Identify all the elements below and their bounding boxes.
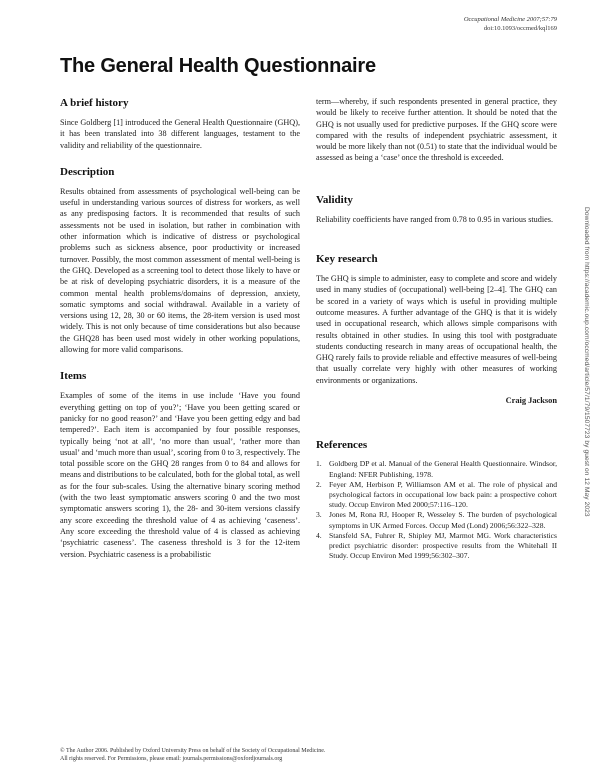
history-heading: A brief history (60, 97, 129, 109)
copyright-footer (60, 747, 325, 763)
key-research-heading: Key research (316, 253, 378, 266)
reference-item (316, 480, 557, 511)
reference-text: Stansfeld SA, Fuhrer R, Shipley MJ, Marmot MG. Work characteristics predict psychiatric disorder: prospective results from the Whitehall II Study. Occup Environ Med 1999;56:302–307. (329, 530, 557, 561)
section-key-research (316, 252, 557, 406)
history-text: Since Goldberg [1] introduced the General Health Questionnaire (GHQ), it has been translated into 38 different languages, testament to the validity and reliability of the questionnaire. (60, 118, 300, 150)
continuation-block (316, 96, 557, 164)
reference-item (316, 531, 557, 562)
section-references (316, 438, 557, 561)
reference-list (316, 459, 557, 561)
items-text: Examples of some of the items in use include ‘Have you found everything getting on top of you?’; ‘Have you been getting scared or panicky for no good reason?’ and ‘Have you been getting edgy and bad tempered?’. Each item is accompanied by four possible responses, typically being ‘not at all’, ‘no more than usual’, ‘rather more than usual’ and ‘much more than usual’, scoring from 0 to 3, respectively. The total possible score on the GHQ 28 ranges from 0 to 84 and allows for means and distributions to be calculated, both for the global total, as well as for the four sub-scales. Using the alternative binary scoring method (with the two least symptomatic answers scoring 0 and the two most symptomatic answers scoring 1), the 28- and 30-item versions classify any score exceeding the threshold value of 4 as achieving ‘caseness’. Any score exceeding the threshold value of 4 is classed as achieving ‘psychiatric caseness’. The caseness threshold is 3 for the 12-item version. Psychiatric caseness is a probabilistic (60, 391, 300, 559)
right-column (316, 96, 557, 575)
section-history (60, 96, 300, 151)
section-description (60, 165, 300, 355)
reference-number: 4. (316, 530, 322, 540)
reference-number: 1. (316, 459, 322, 469)
article-title: The General Health Questionnaire (60, 55, 376, 77)
journal-header (464, 15, 557, 33)
copyright-line: © The Author 2006. Published by Oxford University Press on behalf of the Society of Occupational Medicine. (60, 748, 326, 754)
left-column (60, 96, 300, 574)
reference-number: 3. (316, 510, 322, 520)
description-text: Results obtained from assessments of psychological well-being can be useful in understanding various sources of distress for workers, as well as any predisposing factors. It is recommended that results of such assessments not be used in isolation, but rather in combination with other information which is indicative of distress or psychological problems such as sickness absence, poor productivity or increased turnover. Possibly, the most common assessment of mental well-being is the GHQ. Developed as a screening tool to detect those likely to have or be at risk of developing psychiatric disorders, it is a measure of the common mental health problems/domains of depression, anxiety, somatic symptoms and social withdrawal. Available in a variety of versions using 12, 28, 30 or 60 items, the 28-item version is used most widely. This is not only because of time considerations but also because the GHQ28 has been used most widely in other working populations, allowing for more valid comparisons. (60, 186, 300, 355)
reference-text: Feyer AM, Herbison P, Williamson AM et al. The role of physical and psychological factors in occupational low back pain: a prospective cohort study. Occup Environ Med 2000;57:116–120. (329, 479, 557, 510)
section-validity (316, 193, 557, 225)
reference-text: Jones M, Rona RJ, Hooper R, Wesseley S. The burden of psychological symptoms in UK Armed Forces. Occup Med (Lond) 2006;56:322–328. (329, 510, 557, 530)
journal-citation: Occupational Medicine 2007;57:79 (463, 16, 557, 23)
key-research-text: The GHQ is simple to administer, easy to complete and score and widely used in many studies of (occupational) well-being [2–4]. The GHQ can be scored in a variety of ways which is useful in providing multiple outcome measures. A further advantage of the GHQ is that it is widely used in occupational research, which allows simple comparisons with results obtained in other studies. In using this tool with postgraduate students conducting research in many areas of occupational health, the GHQ rarely fails to provide reliable and effective measures of well-being that usually correlate very highly with other measures of working environments or organizations. (316, 274, 557, 385)
description-heading: Description (60, 165, 115, 178)
reference-item (316, 510, 557, 530)
permissions-line: All rights reserved. For Permissions, please email: journals.permissions@oxfordjournals.org (60, 756, 283, 762)
doi: doi:10.1093/occmed/kql169 (483, 25, 557, 32)
validity-text: Reliability coefficients have ranged from 0.78 to 0.95 in various studies. (316, 214, 554, 224)
author-name: Craig Jackson (505, 396, 557, 406)
items-heading: Items (60, 370, 87, 383)
continuation-text: term—whereby, if such respondents presented in general practice, they would be likely to receive further attention. It should be noted that the GHQ is not usually used for predictive purposes. If the GHQ score were compared with the results of independent psychiatric assessment, it would be more likely than not (0.51) to state that the individual would be assessed as being a ‘case’ once the threshold is exceeded. (316, 97, 557, 163)
references-heading: References (316, 439, 368, 452)
reference-item (316, 459, 557, 479)
validity-heading: Validity (316, 193, 353, 206)
section-items (60, 369, 300, 559)
download-watermark: Downloaded from https://academic.oup.com/occmed/article/57/1/79/1507723 by guest on 12 May 2023 (583, 207, 590, 517)
reference-text: Goldberg DP et al. Manual of the General Health Questionnaire. Windsor, England: NFER Publishing, 1978. (329, 459, 557, 479)
reference-number: 2. (316, 479, 322, 489)
